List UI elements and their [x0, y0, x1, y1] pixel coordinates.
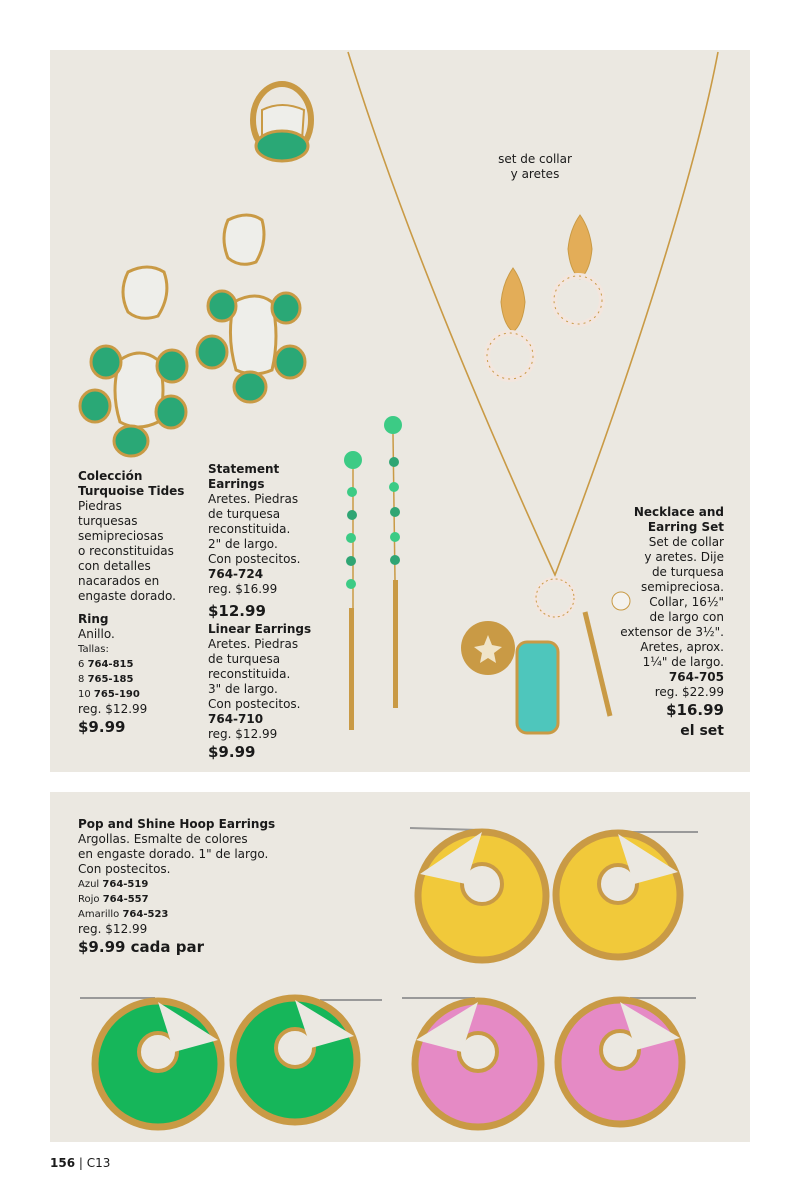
linear-earring-right [384, 416, 402, 708]
statement-regular-price: reg. $16.99 [208, 582, 278, 596]
pink-hoop-earring-right [558, 1000, 682, 1124]
set-earring-left [487, 268, 533, 379]
yellow-hoop-earring-left [418, 832, 546, 960]
set-callout-line: y aretes [510, 167, 560, 181]
necklace-title-line1: Necklace and [633, 505, 724, 519]
ring-size: 10 [78, 689, 91, 700]
hoops-variant-color: Amarillo [78, 909, 120, 920]
necklace-desc-line: 1¼" de largo. [642, 655, 724, 669]
hoops-variant-color: Rojo [78, 894, 100, 905]
ring-title: Ring [78, 612, 109, 626]
hoops-variant-code: 764-557 [102, 894, 149, 905]
statement-desc-line: reconstituida. [208, 522, 291, 536]
hoops-desc-line: Argollas. Esmalte de colores [78, 832, 248, 846]
necklace-chain [348, 52, 718, 575]
turquoise-collection-panel [50, 50, 750, 772]
statement-code: 764-724 [208, 567, 264, 581]
statement-title-line2: Earrings [208, 477, 265, 491]
tides-desc-line: semipreciosas [78, 529, 164, 543]
tides-desc-line: Piedras [78, 499, 122, 513]
linear-price: $9.99 [208, 743, 256, 761]
ring-size-code: 765-190 [93, 689, 140, 700]
linear-title: Linear Earrings [208, 622, 312, 636]
ring-size: 8 [78, 674, 85, 685]
catalog-code: C13 [86, 1156, 111, 1170]
necklace-desc-line: semipreciosa. [640, 580, 724, 594]
footer-separator: | [78, 1156, 83, 1170]
page-number: 156 [50, 1156, 76, 1170]
set-callout-line: set de collar [498, 152, 572, 166]
hoops-variant-row [78, 877, 308, 892]
linear-desc-line: 3" de largo. [208, 682, 278, 696]
necklace-desc-line: de largo con [649, 610, 724, 624]
ring-size: 6 [78, 659, 85, 670]
necklace-description [590, 505, 724, 741]
hoops-title: Pop and Shine Hoop Earrings [78, 817, 276, 831]
linear-regular-price: reg. $12.99 [208, 727, 278, 741]
ring-regular-price: reg. $12.99 [78, 702, 148, 716]
necklace-desc-line: Aretes, aprox. [640, 640, 724, 654]
necklace-desc-line: Collar, 16½" [649, 595, 724, 609]
hoops-regular-price: reg. $12.99 [78, 922, 148, 936]
set-earring-right [554, 215, 602, 324]
green-hoop-earring-left [95, 1001, 221, 1127]
statement-title-line1: Statement [208, 462, 280, 476]
statement-linear-description [208, 462, 348, 763]
ring-price: $9.99 [78, 718, 126, 736]
statement-desc-line: Aretes. Piedras [208, 492, 299, 506]
hoops-variant-code: 764-523 [122, 909, 169, 920]
tides-title-line1: Colección [78, 469, 143, 483]
necklace-desc-line: extensor de 3½". [620, 625, 724, 639]
necklace-desc-line: y aretes. Dije [644, 550, 724, 564]
tides-title-line2: Turquoise Tides [78, 484, 185, 498]
tides-desc-line: turquesas [78, 514, 138, 528]
set-callout [470, 152, 600, 182]
necklace-price-unit: el set [680, 723, 724, 739]
statement-desc-line: de turquesa [208, 507, 281, 521]
hoops-price: $9.99 cada par [78, 938, 205, 956]
necklace-desc-line: de turquesa [651, 565, 724, 579]
tides-desc-line: o reconstituidas [78, 544, 174, 558]
linear-code: 764-710 [208, 712, 264, 726]
hoops-description [78, 817, 308, 958]
hoops-variant-code: 764-519 [102, 879, 149, 890]
hoops-desc-line: en engaste dorado. 1" de largo. [78, 847, 269, 861]
tides-desc-line: con detalles [78, 559, 151, 573]
hoop-earrings-panel [50, 792, 750, 1142]
statement-desc-line: 2" de largo. [208, 537, 278, 551]
hoops-variant-color: Azul [78, 879, 100, 890]
tides-desc-line: engaste dorado. [78, 589, 176, 603]
statement-earring-left [80, 267, 187, 456]
linear-desc-line: de turquesa [208, 652, 281, 666]
turquoise-ring [253, 84, 311, 161]
necklace-desc-line: Set de collar [648, 535, 724, 549]
linear-desc-line: Con postecitos. [208, 697, 301, 711]
hoops-desc-line: Con postecitos. [78, 862, 171, 876]
ring-type: Anillo. [78, 627, 115, 641]
necklace-code: 764-705 [668, 670, 724, 684]
hoops-variant-row [78, 907, 308, 922]
yellow-hoop-earring-right [556, 833, 680, 957]
hoops-variant-row [78, 892, 308, 907]
ring-sizes-label: Tallas: [78, 644, 109, 655]
green-hoop-earring-right [233, 998, 357, 1122]
necklace-price: $16.99 [666, 701, 724, 719]
statement-earring-right [197, 215, 305, 402]
ring-size-code: 765-185 [87, 674, 134, 685]
linear-desc-line: Aretes. Piedras [208, 637, 299, 651]
necklace-title-line2: Earring Set [647, 520, 724, 534]
tides-desc-line: nacarados en [78, 574, 160, 588]
linear-desc-line: reconstituida. [208, 667, 291, 681]
statement-desc-line: Con postecitos. [208, 552, 301, 566]
page-footer [50, 1156, 110, 1171]
pink-hoop-earring-left [415, 1001, 541, 1127]
ring-size-code: 764-815 [87, 659, 134, 670]
necklace-regular-price: reg. $22.99 [654, 685, 724, 699]
statement-price: $12.99 [208, 602, 266, 620]
